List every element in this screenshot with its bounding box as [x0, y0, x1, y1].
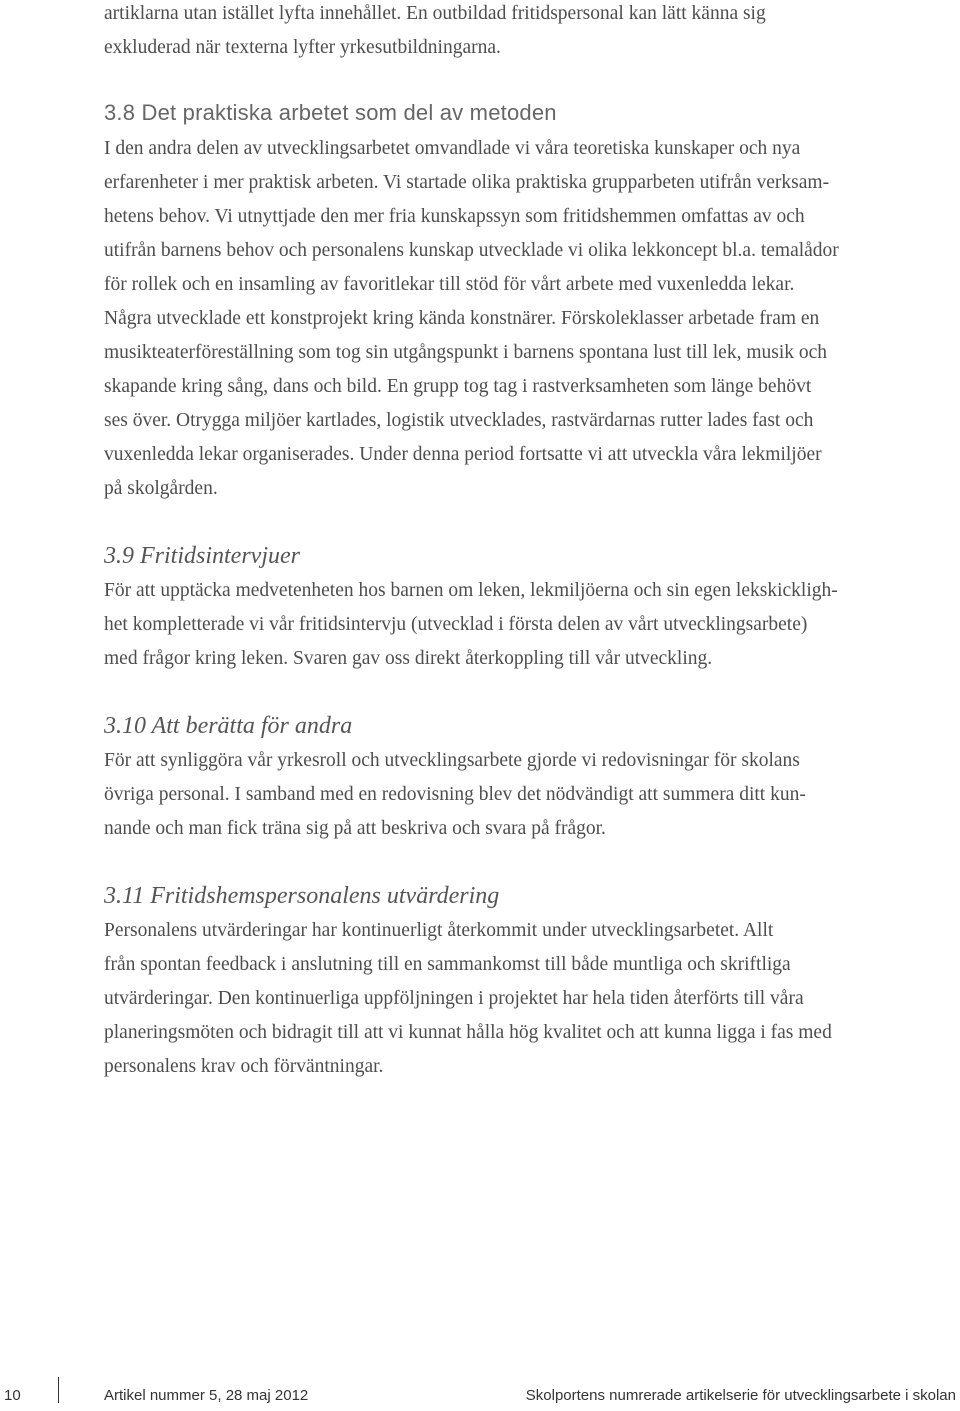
section-heading-3-8: 3.8 Det praktiska arbetet som del av metoden — [104, 100, 557, 125]
paragraph-line: Personalens utvärderingar har kontinuerligt återkommit under utvecklingsarbetet. Allt — [104, 920, 774, 941]
paragraph-line: övriga personal. I samband med en redovisning blev det nödvändigt att summera ditt kun- — [104, 784, 806, 805]
paragraph-line: För att synliggöra vår yrkesroll och utvecklingsarbete gjorde vi redovisningar för skolans — [104, 750, 800, 771]
footer-divider — [58, 1377, 59, 1403]
paragraph-line: personalens krav och förväntningar. — [104, 1056, 384, 1077]
paragraph-line: utifrån barnens behov och personalens kunskap utvecklade vi olika lekkoncept bl.a. temalådor — [104, 240, 839, 261]
paragraph-line: För att upptäcka medvetenheten hos barnen om leken, lekmiljöerna och sin egen lekskickligh- — [104, 580, 838, 601]
section-paragraph-3-10 — [104, 744, 956, 846]
section-paragraph-3-11 — [104, 914, 956, 1084]
paragraph-line: för rollek och en insamling av favoritlekar till stöd för vårt arbete med vuxenledda lekar. — [104, 274, 795, 295]
intro-paragraph — [104, 0, 956, 65]
paragraph-line: planeringsmöten och bidragit till att vi kunnat hålla hög kvalitet och att kunna ligga i fas med — [104, 1022, 832, 1043]
paragraph-line: artiklarna utan istället lyfta innehållet. En outbildad fritidspersonal kan lätt känna sig — [104, 3, 766, 24]
paragraph-line: hetens behov. Vi utnyttjade den mer fria kunskapssyn som fritidshemmen omfattas av och — [104, 206, 805, 227]
page-footer — [0, 1387, 960, 1407]
section-heading-3-9: 3.9 Fritidsintervjuer — [104, 543, 300, 569]
paragraph-line: nande och man fick träna sig på att beskriva och svara på frågor. — [104, 818, 606, 839]
series-title: Skolportens numrerade artikelserie för utvecklingsarbete i skolan — [525, 1387, 956, 1404]
section-paragraph-3-9 — [104, 574, 956, 676]
section-paragraph-3-8 — [104, 132, 956, 506]
paragraph-line: ses över. Otrygga miljöer kartlades, logistik utvecklades, rastvärdarnas rutter lades fast och — [104, 410, 814, 431]
paragraph-line: exkluderad när texterna lyfter yrkesutbildningarna. — [104, 37, 501, 58]
paragraph-line: I den andra delen av utvecklingsarbetet omvandlade vi våra teoretiska kunskaper och nya — [104, 138, 801, 159]
paragraph-line: vuxenledda lekar organiserades. Under denna period fortsatte vi att utveckla våra lekmiljöer — [104, 444, 822, 465]
paragraph-line: utvärderingar. Den kontinuerliga uppföljningen i projektet har hela tiden återförts till våra — [104, 988, 804, 1009]
paragraph-line: från spontan feedback i anslutning till en sammankomst till både muntliga och skriftliga — [104, 954, 791, 975]
paragraph-line: Några utvecklade ett konstprojekt kring kända konstnärer. Förskoleklasser arbetade fram en — [104, 308, 820, 329]
paragraph-line: skapande kring sång, dans och bild. En grupp tog tag i rastverksamheten som länge behövt — [104, 376, 812, 397]
paragraph-line: musikteaterföreställning som tog sin utgångspunkt i barnens spontana lust till lek, musik och — [104, 342, 828, 363]
paragraph-line: erfarenheter i mer praktisk arbeten. Vi startade olika praktiska grupparbeten utifrån verksam- — [104, 172, 830, 193]
section-heading-3-10: 3.10 Att berätta för andra — [104, 713, 353, 739]
paragraph-line: het kompletterade vi vår fritidsintervju (utvecklad i första delen av vårt utvecklingsarbete) — [104, 614, 808, 635]
issue-info: Artikel nummer 5, 28 maj 2012 — [104, 1387, 309, 1404]
paragraph-line: på skolgården. — [104, 478, 218, 499]
paragraph-line: med frågor kring leken. Svaren gav oss direkt återkoppling till vår utveckling. — [104, 648, 713, 669]
section-heading-3-11: 3.11 Fritidshemspersonalens utvärdering — [104, 883, 500, 909]
page-number: 10 — [4, 1387, 21, 1404]
